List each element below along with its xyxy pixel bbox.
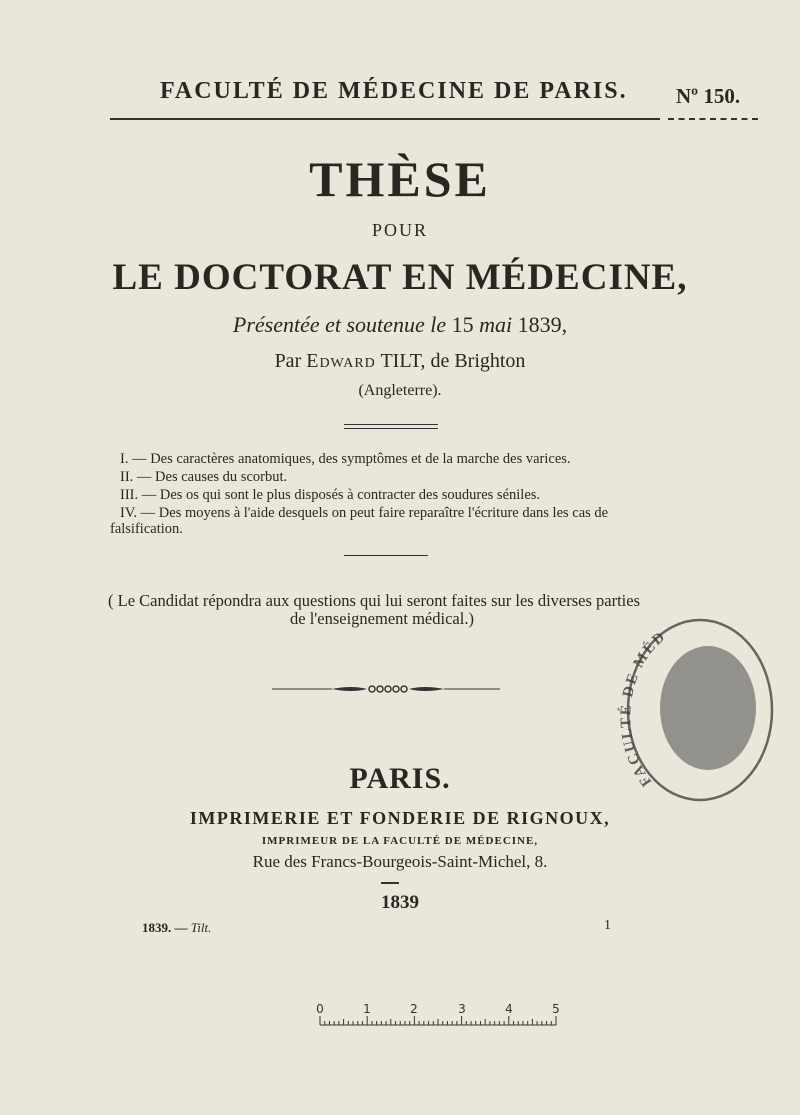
double-rule (344, 424, 438, 429)
question-2: II. — Des causes du scorbut. (120, 469, 288, 485)
measurement-scale-icon (312, 1000, 568, 1032)
presented-prefix: Présentée et soutenue le (232, 312, 447, 337)
footer-page-number: 1 (604, 918, 611, 933)
author-par: Par (274, 350, 302, 372)
year-rule (381, 882, 399, 884)
ornament-divider-icon (272, 680, 502, 698)
header-rule-dashed (668, 118, 758, 120)
scale-label: 2 (410, 1002, 418, 1016)
scale-label: 1 (363, 1002, 371, 1016)
scale-label: 0 (316, 1002, 324, 1016)
stamp-text: FACULTÉ DE MÉD (618, 628, 670, 790)
author-firstname: Edward (306, 350, 376, 372)
scale-label: 5 (552, 1002, 560, 1016)
author-from: de Brighton (430, 350, 526, 372)
presented-day: 15 (451, 312, 474, 337)
thesis-number: Nº 150. (676, 84, 741, 108)
pour-label: POUR (371, 220, 428, 240)
question-4-cont: falsification. (110, 521, 183, 537)
section-rule (344, 555, 428, 556)
stamp-portrait (660, 646, 756, 770)
candidate-note-line1: ( Le Candidat répondra aux questions qui lui seront faites sur les diverses parties (108, 591, 640, 610)
doctorate-title: LE DOCTORAT EN MÉDECINE, (112, 257, 688, 298)
imprint-street: Rue des Francs-Bourgeois-Saint-Michel, 8. (252, 852, 548, 871)
faculty-header: FACULTÉ DE MÉDECINE DE PARIS. (160, 78, 628, 104)
footer-signature (142, 920, 211, 936)
author-country: (Angleterre). (358, 382, 442, 399)
author-line (0, 350, 800, 373)
footer-name: Tilt. (190, 920, 212, 935)
thesis-title: THÈSE (309, 151, 491, 207)
header-rule (110, 118, 660, 120)
footer-year: 1839. — (142, 920, 188, 935)
presented-year: 1839, (517, 312, 568, 337)
question-1: I. — Des caractères anatomiques, des symptômes et de la marche des varices. (120, 451, 571, 467)
question-3: III. — Des os qui sont le plus disposés à contracter des soudures séniles. (120, 487, 541, 503)
imprint-city: PARIS. (349, 762, 451, 795)
author-surname: TILT, (380, 350, 426, 372)
scale-label: 3 (458, 1002, 466, 1016)
scale-label: 4 (505, 1002, 513, 1016)
presented-month: mai (479, 312, 513, 337)
imprint-year: 1839 (381, 892, 419, 913)
imprint-printer: IMPRIMERIE ET FONDERIE DE RIGNOUX, (189, 808, 611, 828)
candidate-note-line2: de l'enseignement médical.) (290, 609, 474, 628)
imprint-printer-sub: IMPRIMEUR DE LA FACULTÉ DE MÉDECINE, (261, 835, 539, 847)
presentation-line (0, 312, 800, 338)
question-4: IV. — Des moyens à l'aide desquels on peut faire reparaître l'écriture dans les cas de (120, 505, 609, 521)
